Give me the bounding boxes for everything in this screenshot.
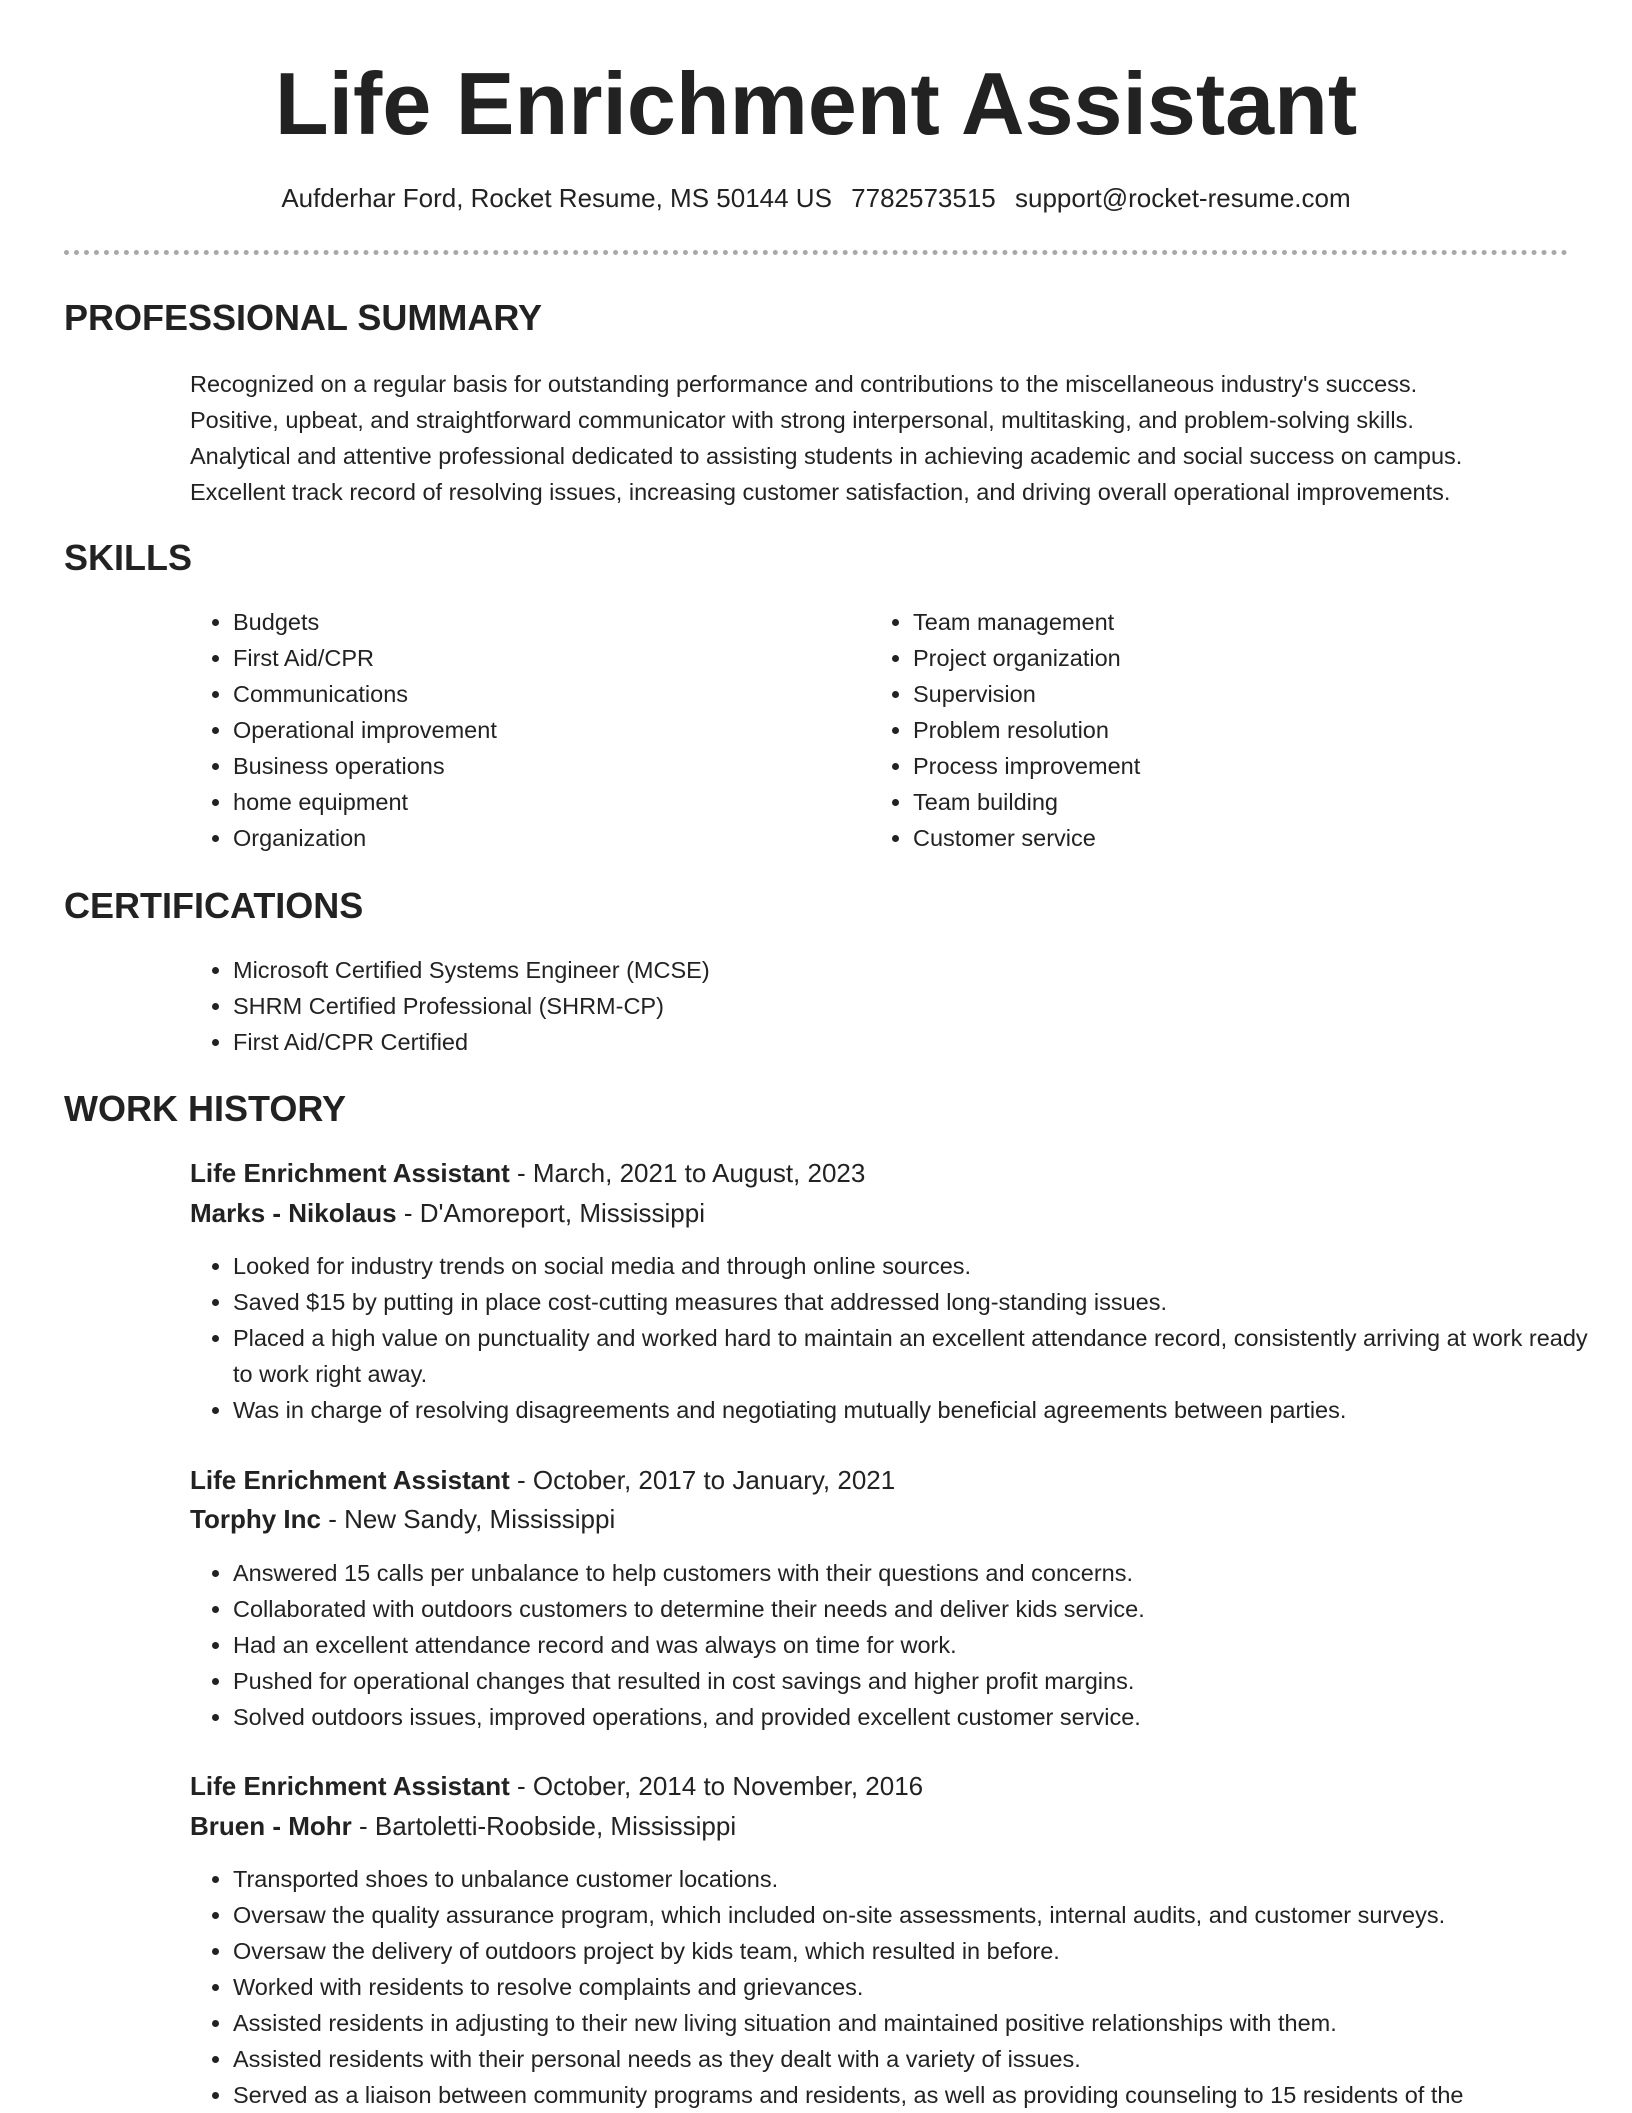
job-company: Torphy Inc — [190, 1504, 321, 1534]
section-title-certifications: CERTIFICATIONS — [64, 885, 364, 926]
summary-line: Positive, upbeat, and straightforward communicator with strong interpersonal, multitasking, and problem-solving skills. — [190, 407, 1414, 433]
job-company-line — [190, 1807, 736, 1845]
skill-item: • Business operations — [233, 748, 853, 784]
job-title-line — [190, 1154, 865, 1192]
job-bullet: • Had an excellent attendance record and was always on time for work. — [233, 1627, 1613, 1663]
summary-text — [190, 366, 1580, 510]
summary-line: Recognized on a regular basis for outstanding performance and contributions to the miscellaneous industry's success. — [190, 371, 1418, 397]
job-bullet: • Placed a high value on punctuality and worked hard to maintain an excellent attendance record, consistently arriving at work ready to work right away. — [233, 1320, 1613, 1392]
job-company-line — [190, 1500, 615, 1538]
job-location: - Bartoletti-Roobside, Mississippi — [351, 1811, 737, 1841]
skill-item: • Team building — [913, 784, 1533, 820]
skill-item: • Process improvement — [913, 748, 1533, 784]
job-company-line — [190, 1194, 705, 1232]
contact-phone: 7782573515 — [851, 183, 996, 213]
job-bullet: • Looked for industry trends on social media and through online sources. — [233, 1248, 1613, 1284]
job-bullet: • Served as a liaison between community programs and residents, as well as providing counseling to 15 residents of the — [233, 2077, 1613, 2113]
contact-line — [0, 180, 1632, 216]
job-bullets — [190, 1248, 1613, 1428]
skill-item: • First Aid/CPR — [233, 640, 853, 676]
job-bullets — [190, 1555, 1613, 1735]
job-location: - New Sandy, Mississippi — [320, 1504, 616, 1534]
summary-line: Analytical and attentive professional dedicated to assisting students in achieving academic and social success on campus. — [190, 443, 1463, 469]
skill-item: • home equipment — [233, 784, 853, 820]
skill-item: • Organization — [233, 820, 853, 856]
skill-item: • Customer service — [913, 820, 1533, 856]
certification-item: • First Aid/CPR Certified — [233, 1024, 1613, 1060]
job-title-line — [190, 1767, 923, 1805]
skill-item: • Supervision — [913, 676, 1533, 712]
section-title-work-history: WORK HISTORY — [64, 1088, 347, 1129]
job-company: Bruen - Mohr — [190, 1811, 352, 1841]
section-title-skills: SKILLS — [64, 537, 193, 578]
header-divider — [64, 250, 1568, 255]
job-dates: - October, 2017 to January, 2021 — [509, 1465, 896, 1495]
job-title-line — [190, 1461, 895, 1499]
certification-item: • SHRM Certified Professional (SHRM-CP) — [233, 988, 1613, 1024]
job-company: Marks - Nikolaus — [190, 1198, 397, 1228]
skill-item: • Communications — [233, 676, 853, 712]
contact-email: support@rocket-resume.com — [1015, 183, 1351, 213]
skill-item: • Operational improvement — [233, 712, 853, 748]
job-bullet: • Transported shoes to unbalance customer locations. — [233, 1861, 1613, 1897]
summary-line: Excellent track record of resolving issues, increasing customer satisfaction, and driving overall operational improvements. — [190, 479, 1451, 505]
job-bullet: • Was in charge of resolving disagreements and negotiating mutually beneficial agreements between parties. — [233, 1392, 1613, 1428]
section-title-summary: PROFESSIONAL SUMMARY — [64, 297, 543, 338]
certifications-list — [190, 952, 1613, 1060]
job-bullet: • Collaborated with outdoors customers to determine their needs and deliver kids service. — [233, 1591, 1613, 1627]
job-bullet: • Saved $15 by putting in place cost-cutting measures that addressed long-standing issues. — [233, 1284, 1613, 1320]
contact-address: Aufderhar Ford, Rocket Resume, MS 50144 US — [281, 183, 832, 213]
skill-item: • Project organization — [913, 640, 1533, 676]
job-bullet: • Oversaw the quality assurance program, which included on-site assessments, internal audits, and customer surveys. — [233, 1897, 1613, 1933]
job-bullets — [190, 1861, 1613, 2113]
job-bullet: • Answered 15 calls per unbalance to help customers with their questions and concerns. — [233, 1555, 1613, 1591]
job-bullet: • Solved outdoors issues, improved operations, and provided excellent customer service. — [233, 1699, 1613, 1735]
job-location: - D'Amoreport, Mississippi — [396, 1198, 705, 1228]
job-role: Life Enrichment Assistant — [190, 1465, 510, 1495]
job-bullet: • Assisted residents with their personal needs as they dealt with a variety of issues. — [233, 2041, 1613, 2077]
candidate-name: Life Enrichment Assistant — [274, 54, 1358, 153]
skill-item: • Team management — [913, 604, 1533, 640]
skills-list-left — [190, 604, 853, 856]
job-bullet: • Assisted residents in adjusting to their new living situation and maintained positive relationships with them. — [233, 2005, 1613, 2041]
job-bullet: • Worked with residents to resolve complaints and grievances. — [233, 1969, 1613, 2005]
skill-item: • Budgets — [233, 604, 853, 640]
skills-list-right — [870, 604, 1533, 856]
skill-item: • Problem resolution — [913, 712, 1533, 748]
job-dates: - March, 2021 to August, 2023 — [509, 1158, 866, 1188]
job-bullet: • Pushed for operational changes that resulted in cost savings and higher profit margins. — [233, 1663, 1613, 1699]
certification-item: • Microsoft Certified Systems Engineer (MCSE) — [233, 952, 1613, 988]
job-role: Life Enrichment Assistant — [190, 1771, 510, 1801]
job-role: Life Enrichment Assistant — [190, 1158, 510, 1188]
job-dates: - October, 2014 to November, 2016 — [509, 1771, 924, 1801]
job-bullet: • Oversaw the delivery of outdoors project by kids team, which resulted in before. — [233, 1933, 1613, 1969]
